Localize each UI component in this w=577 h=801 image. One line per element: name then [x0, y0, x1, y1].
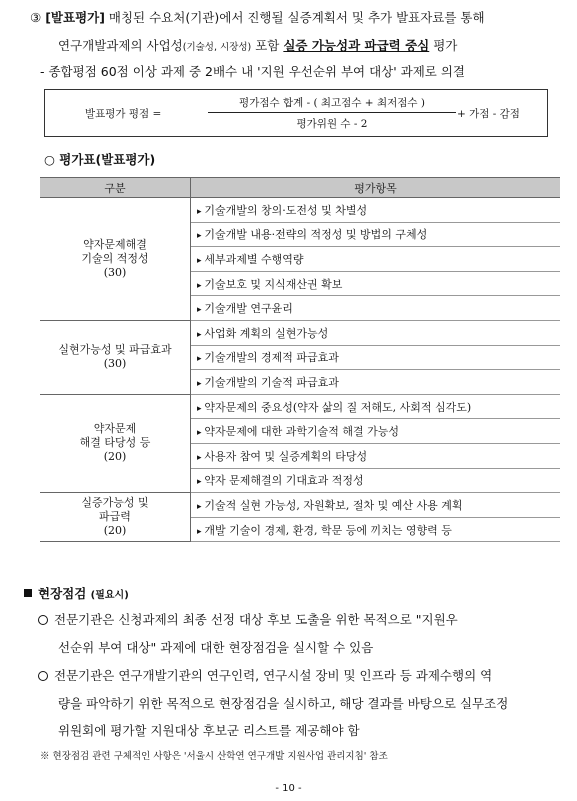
formula-denominator: 평가위원 수 - 2: [296, 118, 368, 130]
category-label: 실증가능성 및: [81, 496, 149, 510]
site-check-heading: [24, 584, 129, 602]
evaluation-item: ▸ 기술개발 연구윤리: [191, 296, 561, 321]
category-points: (20): [103, 524, 127, 538]
intro-line-1: [30, 8, 485, 26]
category-label: 기술의 적정성: [81, 251, 149, 265]
evaluation-item: ▸ 약자 문제해결의 기대효과 적정성: [191, 468, 561, 493]
category-points: (30): [103, 265, 127, 279]
evaluation-item: ▸ 세부과제별 수행역량: [191, 247, 561, 272]
site-check-note: (필요시): [90, 590, 129, 601]
intro-text: 포함: [251, 38, 284, 53]
square-bullet-icon: [24, 589, 32, 597]
category-label: 파급력: [99, 510, 131, 524]
evaluation-item: ▸ 기술보호 및 지식재산권 확보: [191, 271, 561, 296]
intro-line-3: - 종합평점 60점 이상 과제 중 2배수 내 '지원 우선순위 부여 대상' 과제로 의결: [40, 64, 465, 79]
evaluation-item: ▸ 사용자 참여 및 실증계획의 타당성: [191, 443, 561, 468]
bullet-2-line-1: [38, 666, 492, 684]
category-cell: [40, 394, 191, 492]
evaluation-item: ▸ 기술개발의 기술적 파급효과: [191, 370, 561, 395]
bullet-1-line-1: [38, 610, 458, 628]
table-header-row: [40, 178, 560, 198]
table-row: [40, 394, 560, 419]
evaluation-item: ▸ 기술개발의 창의·도전성 및 차별성: [191, 198, 561, 223]
formula-suffix: + 가점 - 감점: [457, 108, 520, 120]
intro-small-text: (기술성, 시장성): [182, 42, 252, 53]
fraction-bar: [208, 112, 456, 113]
category-label: 약자문제해결: [83, 237, 147, 251]
site-check-title: 현장점검: [38, 586, 87, 601]
category-cell: [40, 320, 191, 394]
intro-text: 연구개발과제의 사업성: [58, 38, 183, 53]
bullet-2-line-2: 량을 파악하기 위한 목적으로 현장점검을 실시하고, 해당 결과를 바탕으로 실무조정: [58, 696, 509, 711]
formula-numerator: 평가점수 합계 - ( 최고점수 + 최저점수 ): [239, 97, 425, 109]
circle-bullet-icon: [38, 671, 48, 681]
emphasis-text: 실증 가능성과 파급력 중심: [283, 38, 430, 53]
step-heading: [발표평가]: [45, 10, 105, 25]
evaluation-item: ▸ 약자문제의 중요성(약자 삶의 질 저해도, 사회적 심각도): [191, 394, 561, 419]
category-points: (30): [103, 357, 127, 371]
section-title: ○ 평가표(발표평가): [44, 152, 156, 167]
header-items: 평가항목: [191, 178, 561, 198]
step-marker: ③: [30, 10, 42, 25]
footnote: ※ 현장점검 관련 구체적인 사항은 '서울시 산학연 연구개발 지원사업 관리지침' 참조: [40, 751, 388, 762]
circle-bullet-icon: [38, 615, 48, 625]
intro-line-2: [58, 36, 457, 54]
bullet-text: 전문기관은 신청과제의 최종 선정 대상 후보 도출을 위한 목적으로 "지원우: [54, 612, 458, 627]
evaluation-item: ▸ 기술개발 내용·전략의 적정성 및 방법의 구체성: [191, 222, 561, 247]
evaluation-item: ▸ 약자문제에 대한 과학기술적 해결 가능성: [191, 419, 561, 444]
evaluation-item: ▸ 사업화 계획의 실현가능성: [191, 320, 561, 345]
category-points: (20): [103, 450, 127, 464]
formula-box: [44, 89, 548, 137]
evaluation-item: ▸ 개발 기술이 경제, 환경, 학문 등에 끼치는 영향력 등: [191, 517, 561, 542]
evaluation-item: ▸ 기술개발의 경제적 파급효과: [191, 345, 561, 370]
bullet-2-line-3: 위원회에 평가할 지원대상 후보군 리스트를 제공해야 함: [58, 723, 360, 738]
table-row: [40, 198, 560, 223]
category-label: 실현가능성 및 파급효과: [58, 343, 172, 357]
category-cell: [40, 198, 191, 321]
table-row: [40, 320, 560, 345]
intro-line-1-text: 매칭된 수요처(기관)에서 진행될 실증계획서 및 추가 발표자료를 통해: [104, 10, 485, 25]
table-row: [40, 493, 560, 518]
evaluation-item: ▸ 기술적 실현 가능성, 자원확보, 절차 및 예산 사용 계획: [191, 493, 561, 518]
category-label: 약자문제: [93, 422, 137, 436]
header-category: 구분: [40, 178, 191, 198]
category-cell: [40, 493, 191, 542]
evaluation-table: [40, 177, 560, 542]
category-label: 해결 타당성 등: [79, 436, 151, 450]
bullet-text: 전문기관은 연구개발기관의 연구인력, 연구시설 장비 및 인프라 등 과제수행의 역: [54, 668, 493, 683]
bullet-1-line-2: 선순위 부여 대상" 과제에 대한 현장점검을 실시할 수 있음: [58, 640, 374, 655]
intro-text: 평가: [429, 38, 458, 53]
formula-label: 발표평가 평점 =: [85, 108, 162, 120]
page-number: - 10 -: [275, 783, 302, 794]
